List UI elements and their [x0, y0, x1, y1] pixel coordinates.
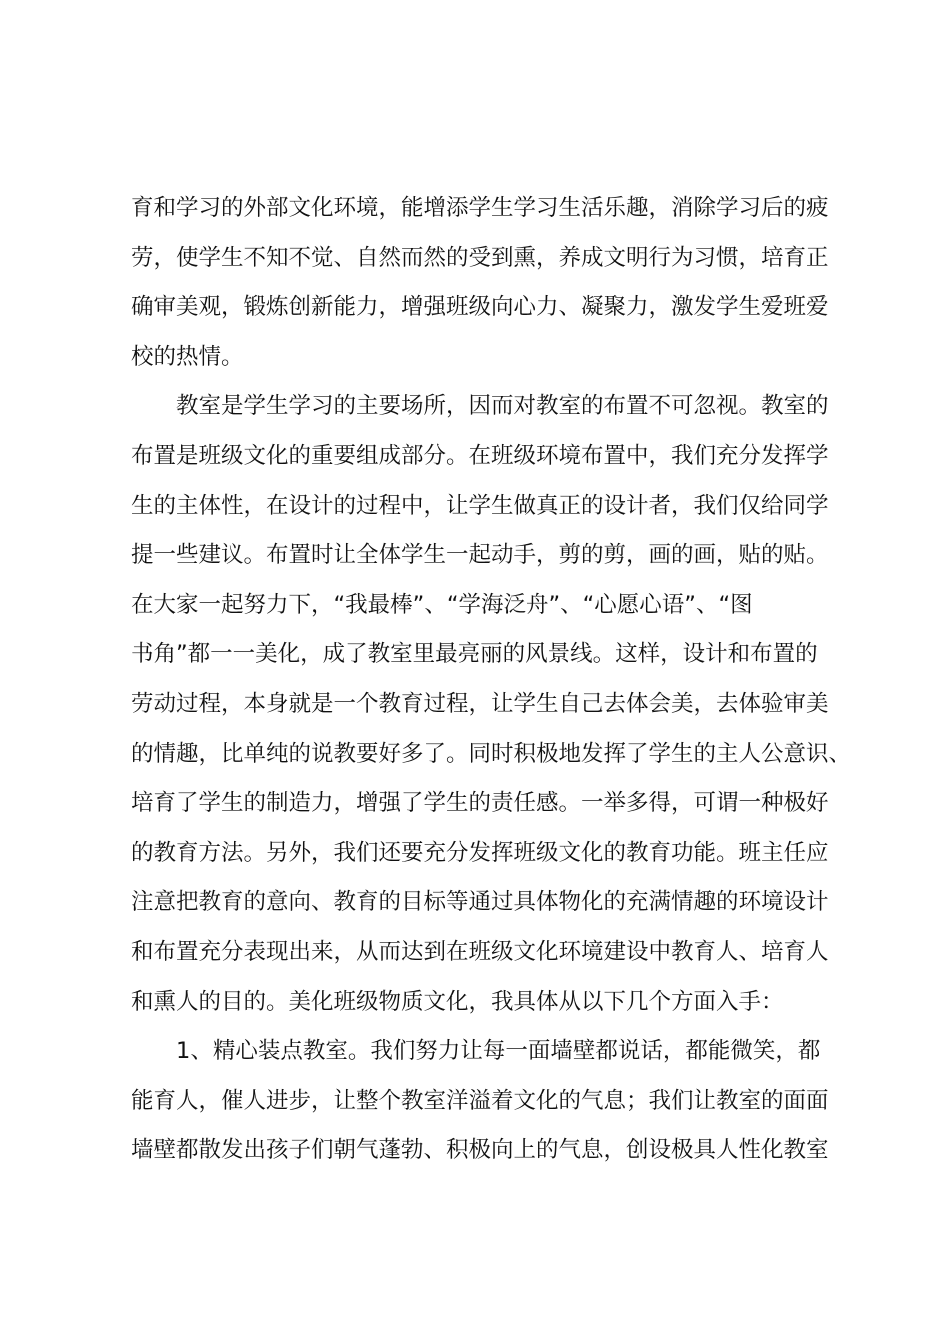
text-line: 的教育方法。另外，我们还要充分发挥班级文化的教育功能。班主任应 — [131, 839, 829, 866]
text-line: 劳，使学生不知不觉、自然而然的受到熏，养成文明行为习惯，培育正 — [131, 244, 829, 271]
text-line: 和布置充分表现出来，从而达到在班级文化环境建设中教育人、培育人 — [131, 938, 829, 965]
text-line: 布置是班级文化的重要组成部分。在班级环境布置中，我们充分发挥学 — [131, 442, 829, 469]
text-line: 校的热情。 — [131, 343, 244, 370]
text-line: 注意把教育的意向、教育的目标等通过具体物化的充满情趣的环境设计 — [131, 889, 829, 916]
text-line: 育和学习的外部文化环境，能增添学生学习生活乐趣，消除学习后的疲 — [131, 195, 829, 221]
text-line: 的情趣，比单纯的说教要好多了。同时积极地发挥了学生的主人公意识、 — [131, 740, 852, 767]
text-line: 劳动过程，本身就是一个教育过程，让学生自己去体会美，去体验审美 — [131, 690, 829, 717]
text-line: 书角”都一一美化，成了教室里最亮丽的风景线。这样，设计和布置的 — [131, 641, 818, 668]
text-line: 教室是学生学习的主要场所，因而对教室的布置不可忽视。教室的 — [131, 393, 829, 420]
text-line: 能育人，催人进步，让整个教室洋溢着文化的气息；我们让教室的面面 — [131, 1087, 829, 1114]
text-line: 生的主体性，在设计的过程中，让学生做真正的设计者，我们仅给同学 — [131, 492, 829, 519]
text-line: 培育了学生的制造力，增强了学生的责任感。一举多得，可谓一种极好 — [131, 790, 829, 817]
text-line: 在大家一起努力下，“我最棒”、“学海泛舟”、“心愿心语”、“图 — [131, 591, 753, 618]
text-line: 确审美观，锻炼创新能力，增强班级向心力、凝聚力，激发学生爱班爱 — [131, 294, 829, 321]
document-body — [131, 184, 851, 1176]
text-line: 1、精心装点教室。我们努力让每一面墙壁都说话，都能微笑，都 — [131, 1038, 821, 1065]
text-line: 墙壁都散发出孩子们朝气蓬勃、积极向上的气息，创设极具人性化教室 — [131, 1137, 829, 1164]
text-line: 提一些建议。布置时让全体学生一起动手，剪的剪，画的画，贴的贴。 — [131, 542, 829, 569]
text-line: 和熏人的目的。美化班级物质文化，我具体从以下几个方面入手： — [131, 988, 784, 1015]
